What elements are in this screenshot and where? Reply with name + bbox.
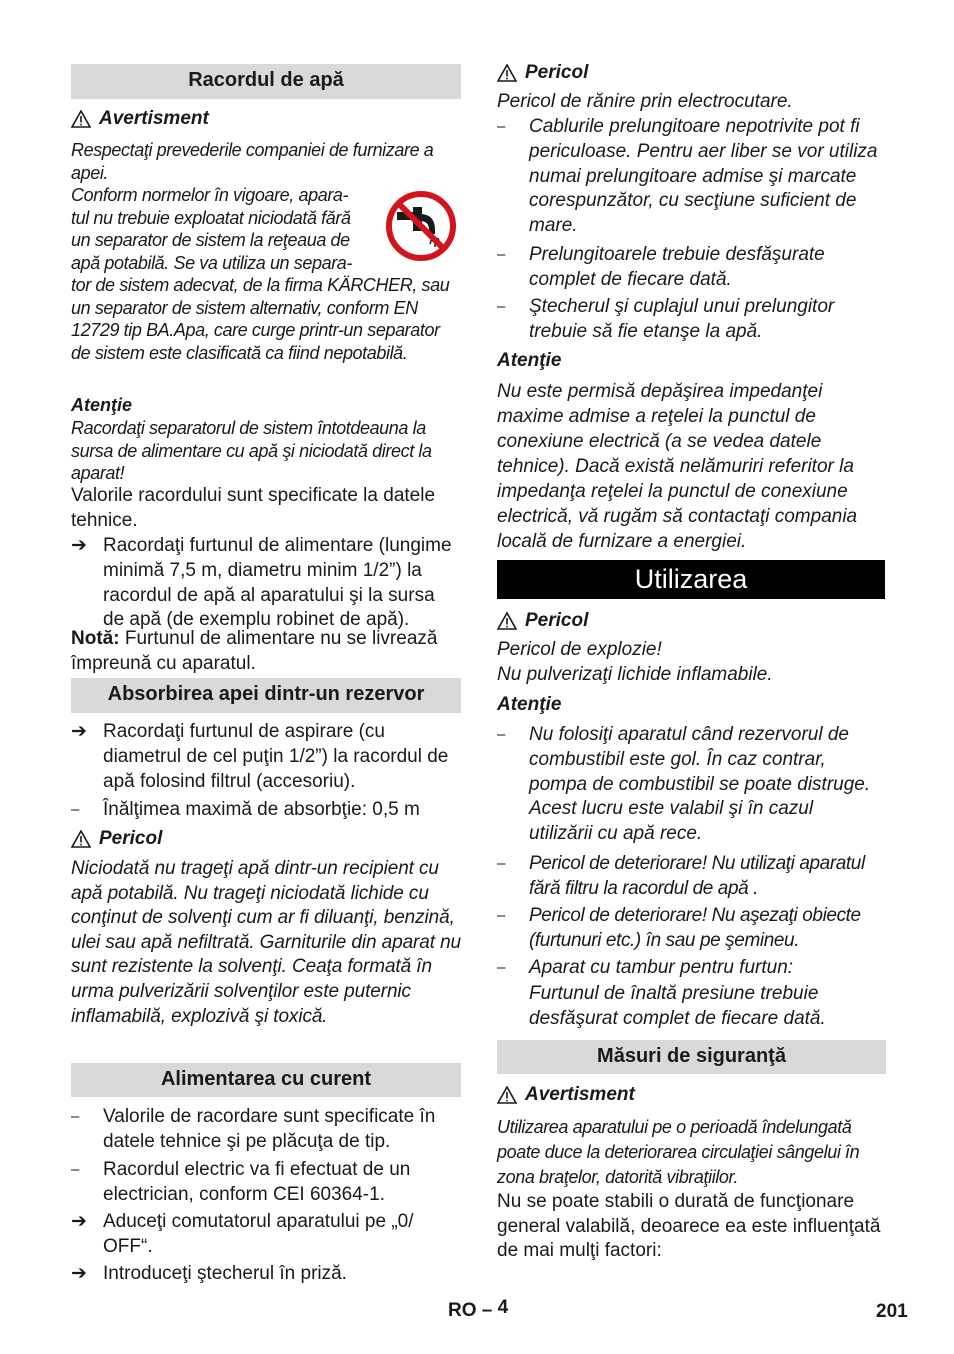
list-item-electrician: – Racordul electric va fi efectuat de un electrician, conform CEI 60364-1. (71, 1159, 411, 1205)
step-switch-off: ➔ Aduceţi comutatorul aparatului pe „0/ OFF“. (71, 1211, 414, 1257)
attention-heading: Atenţie (71, 395, 133, 415)
footer-dash: – (481, 1300, 493, 1321)
dash-bullet: – (497, 246, 506, 263)
warning-heading (71, 108, 209, 130)
dash-bullet: – (497, 959, 506, 976)
header-usage (497, 560, 885, 599)
warning-text: Respectaţi prevederile companiei de furnizare a apei. (71, 140, 434, 183)
list-item-unroll-cables: – Prelungitoarele trebuie desfăşurate complet de fiecare dată. (497, 244, 825, 290)
list-item-extension-cables: – Cablurile prelungitoare nepotrivite pot fi periculoase. Pentru aer liber se vor utiliza numai prelungitoare admise şi marcate corespunzător, cu secţiune suficient de mare. (497, 116, 878, 237)
list-item-hose-reel: – Aparat cu tambur pentru furtun: Furtunul de înaltă presiune trebuie desfăşurat complet de fiecare dată. (497, 957, 826, 1029)
danger-text: Pericol de rănire prin electrocutare. (497, 91, 793, 112)
note-text: Notă: Furtunul de alimentare nu se livrează împreună cu aparatul. (71, 628, 438, 674)
arrow-icon: ➔ (71, 535, 87, 556)
warning-triangle-icon (497, 612, 517, 630)
section-title: Măsuri de siguranţă (597, 1045, 786, 1067)
safety-text: Nu se poate stabili o durată de funcţionare general valabilă, deoarece ea este influenţată de mai mulţi factori: (497, 1191, 881, 1262)
warning-text: Utilizarea aparatului pe o perioadă îndelungată poate duce la deteriorarea circulaţiei sângelui în zona braţelor, datorită vibraţiilor. (497, 1117, 860, 1187)
section-title: Alimentarea cu curent (160, 1068, 372, 1090)
arrow-icon: ➔ (71, 1263, 87, 1284)
language-code: RO (448, 1300, 477, 1321)
no-drinking-water-icon (383, 190, 459, 262)
norm-short-text: Conform normelor în vigoare, apara- tul nu trebuie exploatat niciodată fără un separator de sistem la reţeaua de apă potabilă. Se va utiliza un separa- (71, 185, 352, 273)
dash-bullet: – (497, 298, 506, 315)
attention-text: Racordaţi separatorul de sistem întotdeauna la sursa de alimentare cu apă şi niciodată direct la aparat! (71, 418, 432, 484)
danger-title: Pericol (525, 62, 589, 83)
warning-triangle-icon (71, 830, 91, 848)
danger-heading (71, 828, 162, 850)
list-item-suction-height: – Înălţimea maximă de absorbţie: 0,5 m (71, 798, 461, 823)
attention-text: Nu este permisă depăşirea impedanţei maxime admise a reţelei la punctul de conexiune electrică (a se vedea datele tehnice). Dacă există nelămuriri referitor la impedanţa reţelei la punctul de conexiune electrică, vă rugăm să contactaţi compania locală de furnizare a energiei. (497, 381, 858, 552)
warning-heading (497, 1084, 635, 1106)
values-text: Valorile racordului sunt specificate la datele tehnice. (71, 485, 436, 531)
danger-title: Pericol (99, 828, 163, 849)
attention-heading: Atenţie (497, 694, 562, 715)
list-item-no-filter: – Pericol de deteriorare! Nu utilizaţi aparatul fără filtru la racordul de apă . (497, 853, 865, 899)
norm-long-text: tor de sistem adecvat, de la firma KÄRCHER, sau un separator de sistem alternativ, conform EN 12729 tip BA.Apa, care curge printr-un separator de sistem este clasificată ca fiind nepotabilă. (71, 275, 450, 363)
section-title: Racordul de apă (188, 69, 344, 91)
danger-text: Niciodată nu trageţi apă dintr-un recipient cu apă potabilă. Nu trageţi niciodată lichide cu conţinut de solvenţi cum ar fi diluanţi, benzină, ulei sau apă nefiltrată. Garniturile din aparat nu sunt rezistente la solvenţi. Ceaţa formată în urma pulverizării solvenţilor este puternic inflamabilă, explozivă şi toxică. (71, 858, 462, 1027)
footer-language (448, 1297, 509, 1322)
header-tank (71, 678, 461, 713)
attention-heading: Atenţie (497, 350, 562, 371)
page-number: 201 (876, 1301, 908, 1322)
note-label: Notă: (71, 628, 120, 649)
list-item-empty-tank: – Nu folosiţi aparatul când rezervorul de combustibil este gol. În caz contrar, pompa de combustibil se poate distruge. Acest lucru este valabil şi în cazul utilizării cu apă rece. (497, 724, 871, 845)
dash-bullet: – (71, 801, 80, 818)
dash-bullet: – (497, 726, 506, 743)
dash-bullet: – (497, 907, 505, 924)
step-connect-suction-hose: ➔ Racordaţi furtunul de aspirare (cu diametrul de cel puţin 1/2”) la racordul de apă folosind filtrul (accesoriu). (71, 721, 449, 792)
header-safety (497, 1040, 886, 1074)
list-item-connection-values: – Valorile de racordare sunt specificate în datele tehnice şi pe plăcuţa de tip. (71, 1106, 436, 1152)
warning-triangle-icon (497, 1086, 517, 1104)
step-insert-plug: ➔ Introduceţi ştecherul în priză. (71, 1262, 461, 1287)
dash-bullet: – (71, 1108, 80, 1125)
list-item-no-objects: – Pericol de deteriorare! Nu aşezaţi obiecte (furtunuri etc.) în sau pe şemineu. (497, 905, 861, 951)
arrow-icon: ➔ (71, 1211, 87, 1232)
chapter-title: Utilizarea (634, 564, 748, 594)
section-title: Absorbirea apei dintr-un rezervor (107, 683, 425, 705)
dash-bullet: – (497, 118, 506, 135)
step-connect-supply-hose: ➔ Racordaţi furtunul de alimentare (lungime minimă 7,5 m, diametru minim 1/2”) la racordul de apă al aparatului şi la sursa de apă (de exemplu robinet de apă). (71, 535, 452, 631)
danger-heading (497, 62, 588, 84)
danger-heading (497, 610, 588, 632)
header-power (71, 1063, 461, 1097)
danger-title: Pericol (525, 610, 589, 631)
local-page-number: 4 (497, 1297, 509, 1318)
warning-triangle-icon (71, 110, 91, 128)
dash-bullet: – (71, 1161, 80, 1178)
list-item-plug-sealed: – Ştecherul şi cuplajul unui prelungitor trebuie să fie etanşe la apă. (497, 296, 835, 342)
danger-text-line2: Nu pulverizaţi lichide inflamabile. (497, 664, 773, 685)
dash-bullet: – (497, 855, 505, 872)
warning-title: Avertisment (525, 1084, 635, 1105)
arrow-icon: ➔ (71, 721, 87, 742)
header-water-connection (71, 64, 461, 99)
warning-triangle-icon (497, 64, 517, 82)
danger-text-line1: Pericol de explozie! (497, 639, 662, 660)
warning-title: Avertisment (99, 108, 209, 129)
